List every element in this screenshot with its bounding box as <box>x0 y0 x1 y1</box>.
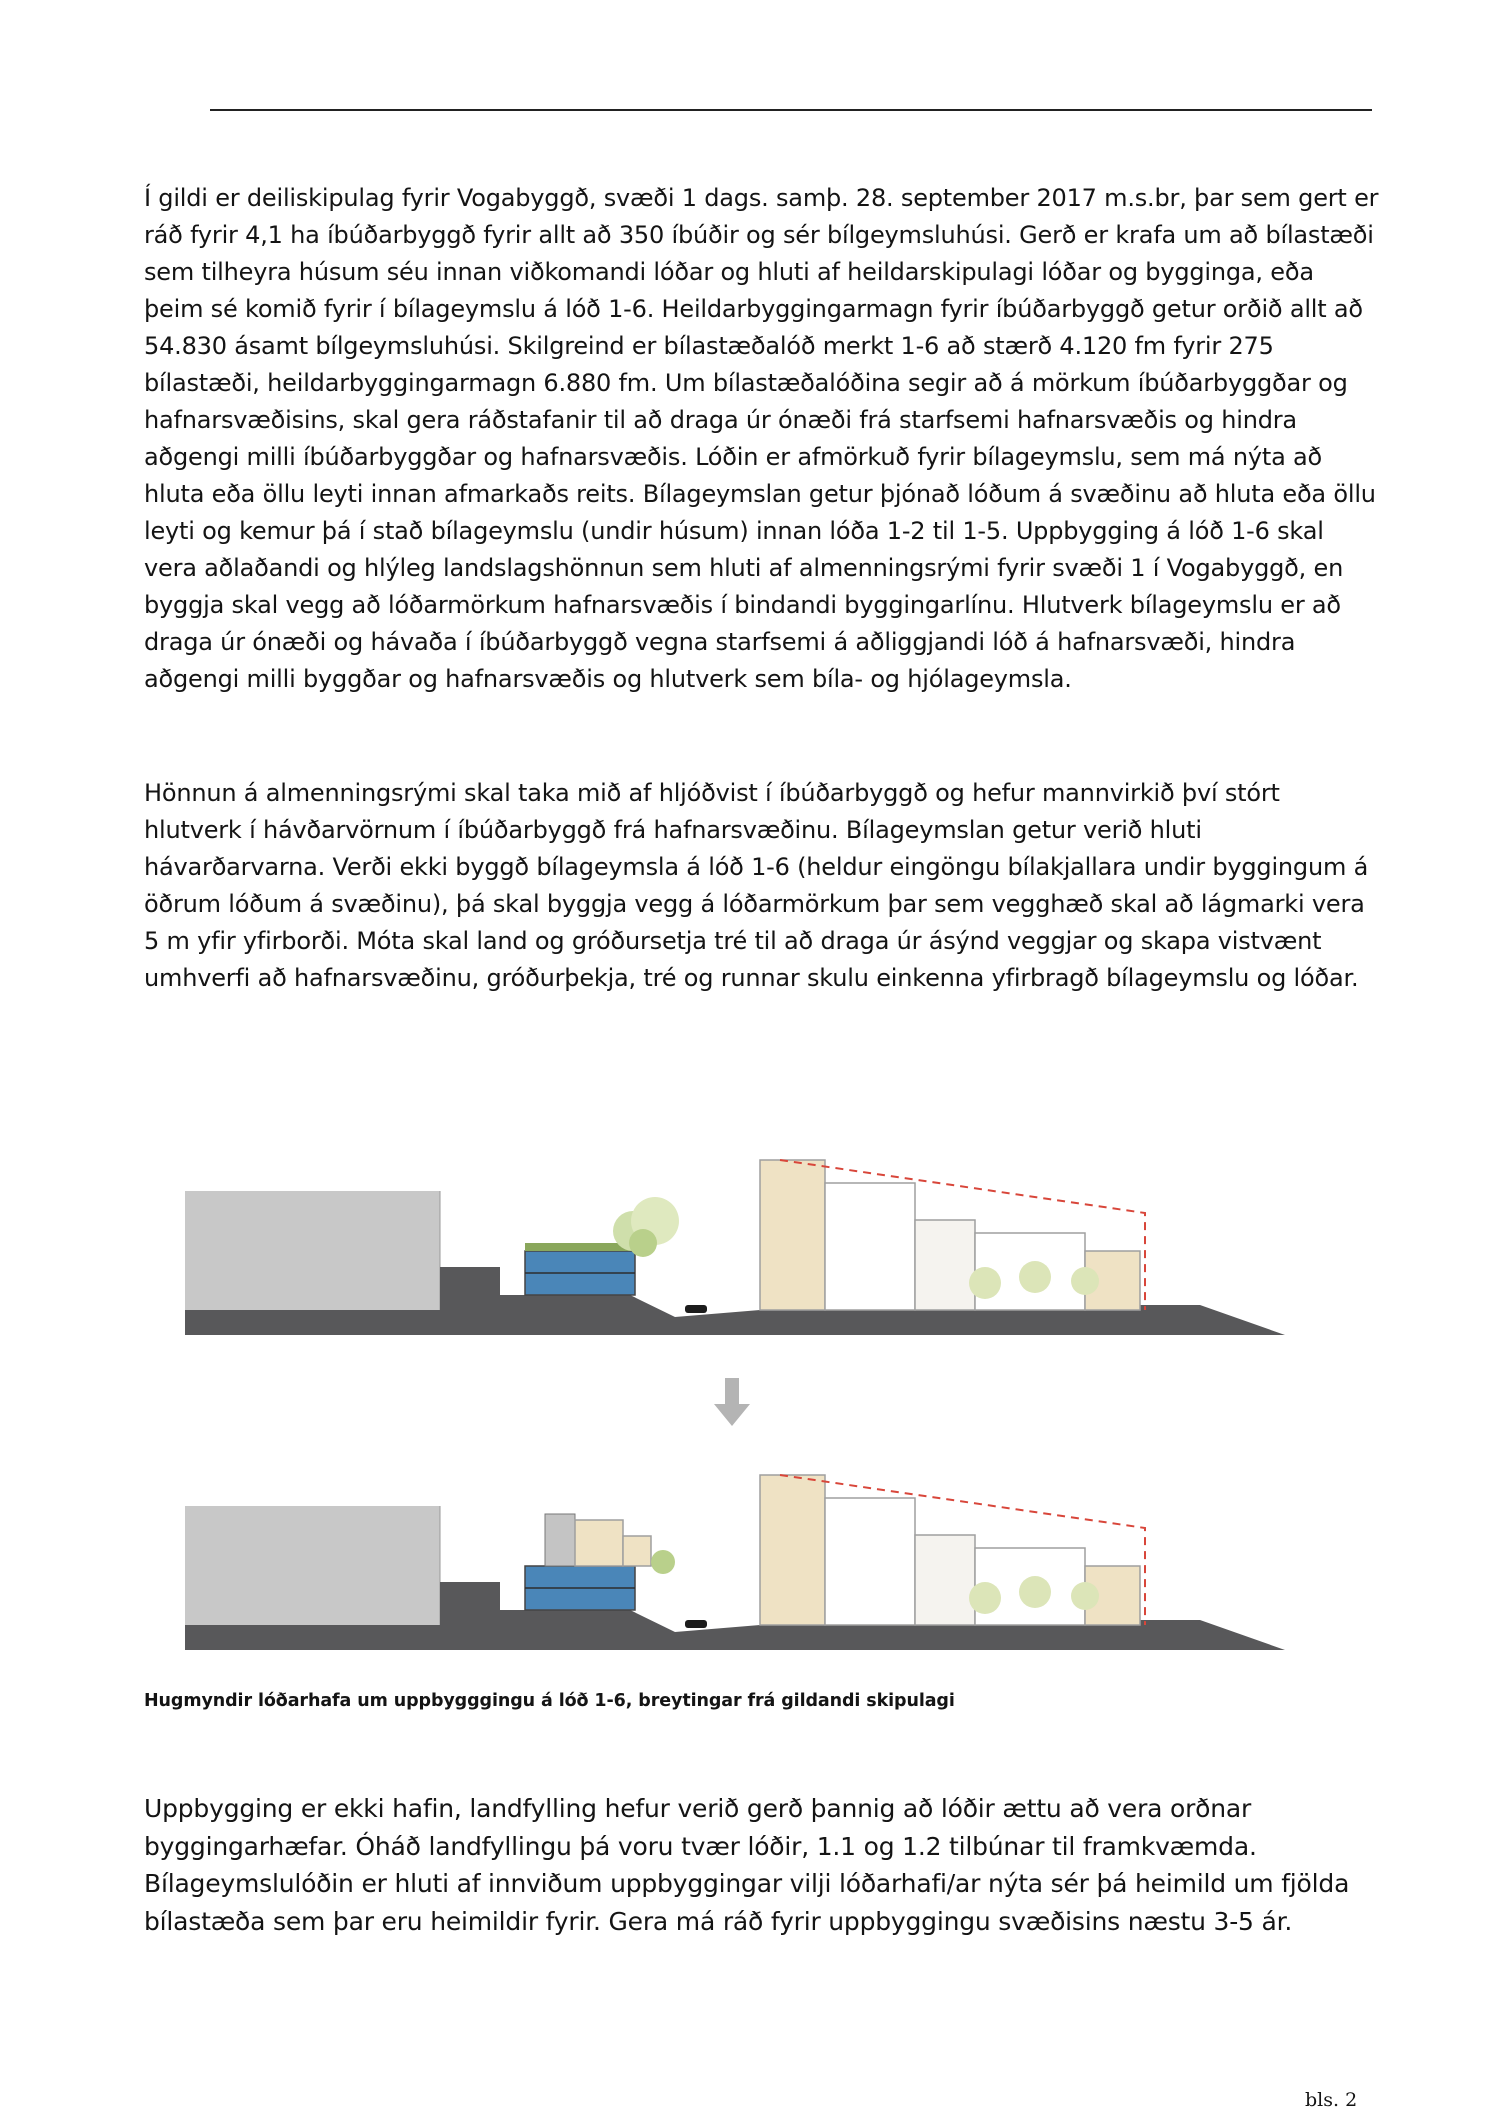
tree <box>1019 1576 1051 1608</box>
paragraph-current-plan: Í gildi er deiliskipulag fyrir Vogabyggð, svæði 1 dags. samþ. 28. september 2017 m.s.br, þar sem gert er ráð fyrir 4,1 ha íbúðarbyggð fyrir allt að 350 íbúðir og sér bílgeymsluhúsi. Gerð er krafa um að bílastæði sem tilheyra húsum séu innan viðkomandi lóðar og hluti af heildarskipulagi lóðar og bygginga, eða þeim sé komið fyrir í bílageymslu á lóð 1-6. Heildarbyggingarmagn fyrir íbúðarbyggð getur orðið allt að 54.830 ásamt bílgeymsluhúsi. Skilgreind er bílastæðalóð merkt 1-6 að stærð 4.120 fm fyrir 275 bílastæði, heildarbyggingarmagn 6.880 fm. Um bílastæðalóðina segir að á mörkum íbúðarbyggðar og hafnarsvæðisins, skal gera ráðstafanir til að draga úr ónæði frá starfsemi hafnarsvæðis og hindra aðgengi milli íbúðarbyggðar og hafnarsvæðis. Lóðin er afmörkuð fyrir bílageymslu, sem má nýta að hluta eða öllu leyti innan afmarkaðs reits. Bílageymslan getur þjónað lóðum á svæðinu að hluta eða öllu leyti og kemur þá í stað bílageymslu (undir húsum) innan lóða 1-2 til 1-5. Uppbygging á lóð 1-6 skal vera aðlaðandi og hlýleg landslagshönnun sem hluti af almenningsrými fyrir svæði 1 í Vogabyggð, en byggja skal vegg að lóðarmörkum hafnarsvæðis í bindandi byggingarlínu. Hlutverk bílageymslu er að draga úr ónæði og hávaða í íbúðarbyggð vegna starfsemi á aðliggjandi lóð á hafnarsvæði, hindra aðgengi milli byggðar og hafnarsvæðis og hlutverk sem bíla- og hjólageymsla. <box>144 184 1379 693</box>
paragraph-status: Uppbygging er ekki hafin, landfylling hefur verið gerð þannig að lóðir ættu að vera orðnar byggingarhæfar. Óháð landfyllingu þá voru tvær lóðir, 1.1 og 1.2 tilbúnar til framkvæmda. Bílageymslulóðin er hluti af innviðum uppbyggingar vilji lóðarhafi/ar nýta sér þá heimild um fjölda bílastæða sem þar eru heimildir fyrir. Gera má ráð fyrir uppbyggingu svæðisins næstu 3-5 ár. <box>144 1794 1350 1936</box>
header-rule <box>210 109 1372 111</box>
section-drawing-current <box>185 1155 1285 1335</box>
apartment-building <box>760 1475 825 1625</box>
building-on-garage <box>623 1536 651 1566</box>
paragraph-public-space: Hönnun á almenningsrými skal taka mið af hljóðvist í íbúðarbyggð og hefur mannvirkið því stórt hlutverk í hávðarvörnum í íbúðarbyggð frá hafnarsvæðinu. Bílageymslan getur verið hluti hávarðarvarna. Verði ekki byggð bílageymsla á lóð 1-6 (heldur eingöngu bílakjallara undir byggingum á öðrum lóðum á svæðinu), þá skal byggja vegg á lóðarmörkum þar sem vegghæð skal að lágmarki vera 5 m yfir yfirborði. Móta skal land og gróðursetja tré til að draga úr ásýnd veggjar og skapa vistvænt umhverfi að hafnarsvæðinu, gróðurþekja, tré og runnar skulu einkenna yfirbragð bílageymslu og lóðar. <box>144 779 1369 992</box>
tree <box>1019 1261 1051 1293</box>
figure-caption: Hugmyndir lóðarhafa um uppbygggingu á lóð 1-6, breytingar frá gildandi skipulagi <box>144 1691 955 1711</box>
tree <box>1071 1267 1099 1295</box>
stair-core <box>545 1514 575 1566</box>
warehouse-block <box>185 1506 440 1625</box>
tree <box>969 1582 1001 1614</box>
page-number: bls. 2 <box>1305 2089 1358 2111</box>
warehouse-block <box>185 1191 440 1310</box>
tree <box>969 1267 1001 1299</box>
apartment-building <box>915 1220 975 1310</box>
tree <box>1071 1582 1099 1610</box>
building-on-garage <box>575 1520 623 1566</box>
apartment-building <box>825 1183 915 1310</box>
apartment-building <box>825 1498 915 1625</box>
tree <box>651 1550 675 1574</box>
car <box>685 1305 707 1313</box>
car <box>685 1620 707 1628</box>
section-drawing-proposed <box>185 1470 1285 1650</box>
arrow-down-icon <box>712 1378 752 1428</box>
apartment-building <box>915 1535 975 1625</box>
apartment-building <box>760 1160 825 1310</box>
tree <box>629 1229 657 1257</box>
